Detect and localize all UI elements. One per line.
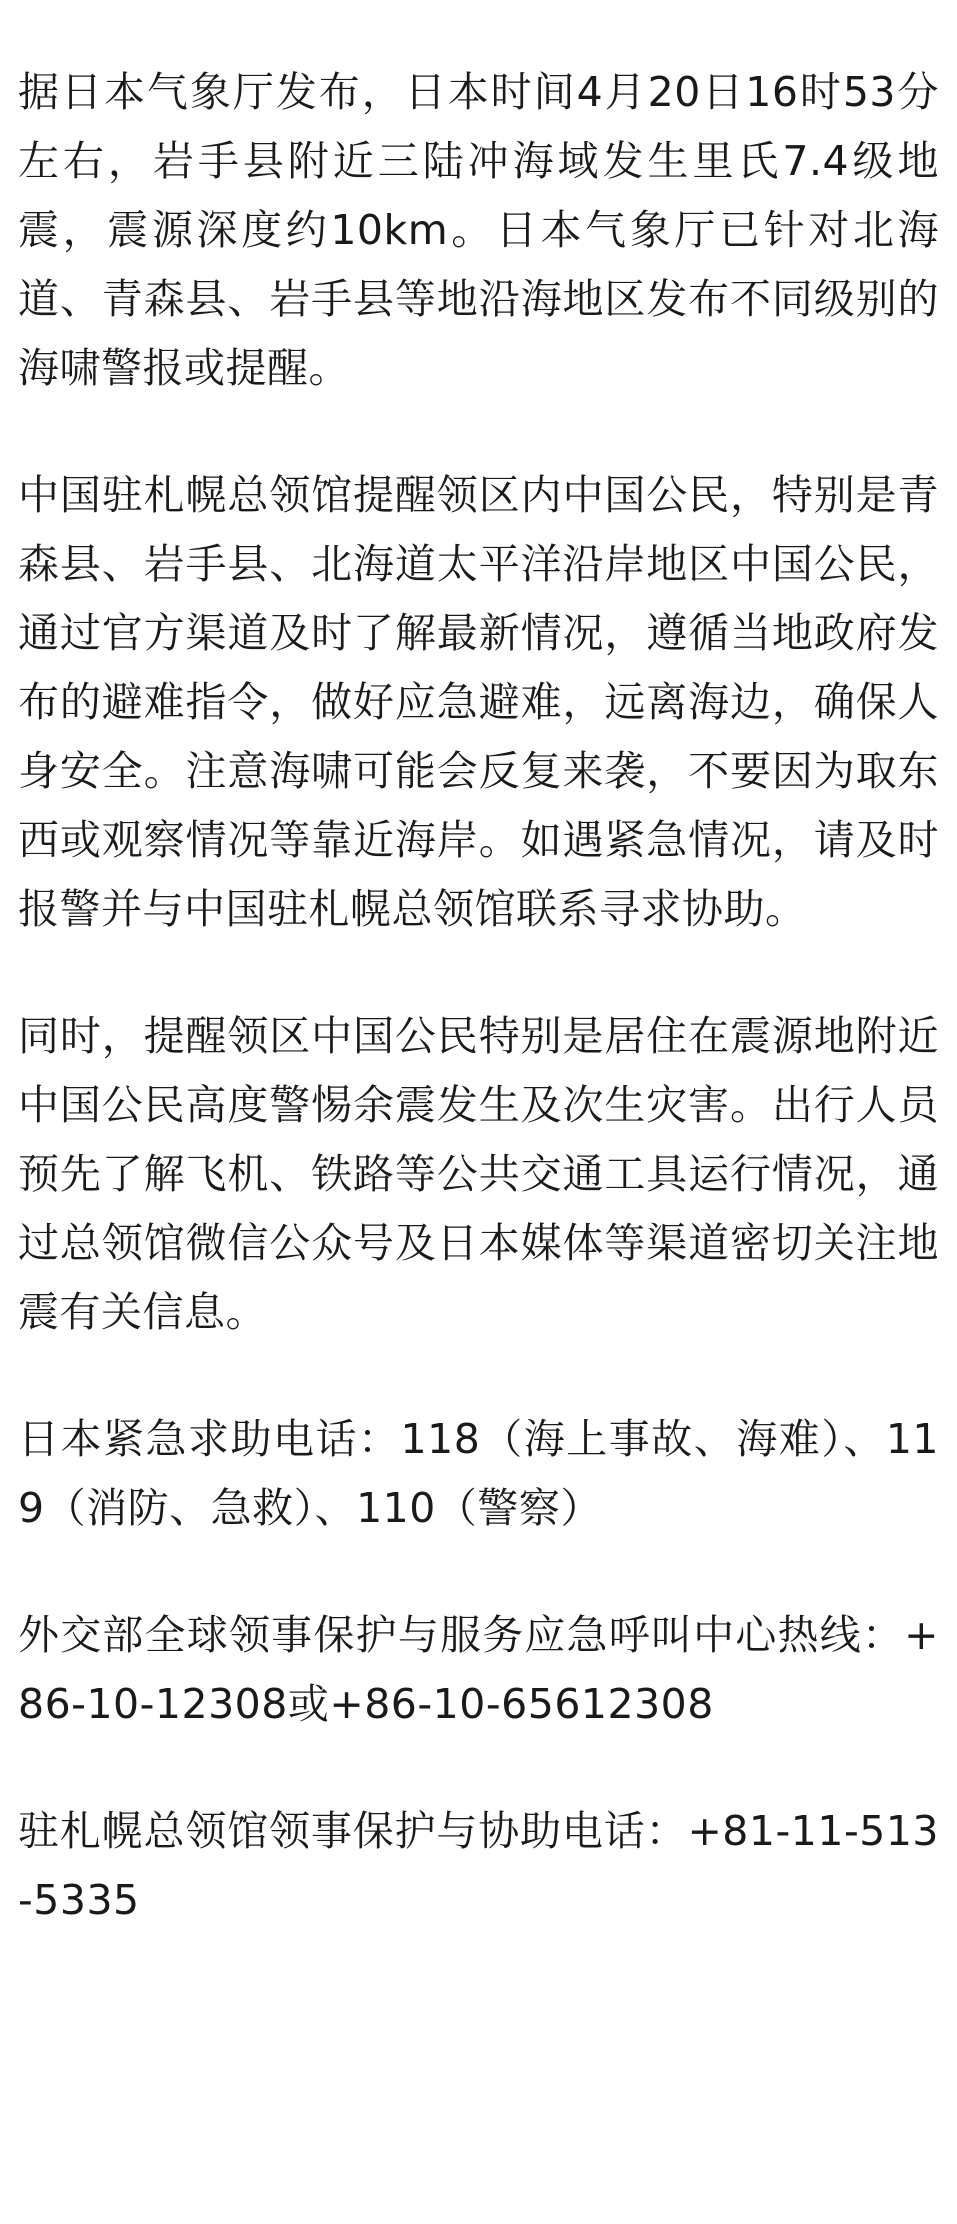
paragraph-earthquake-report: 据日本气象厅发布，日本时间4月20日16时53分左右，岩手县附近三陆冲海域发生里氏7.4级地震，震源深度约10km。日本气象厅已针对北海道、青森县、岩手县等地沿海地区发布不同级别的海啸警报或提醒。 <box>18 68 939 392</box>
paragraph-japan-emergency-numbers: 日本紧急求助电话：118（海上事故、海难）、119（消防、急救）、110（警察） <box>18 1415 939 1532</box>
paragraph-consulate-reminder: 中国驻札幌总领馆提醒领区内中国公民，特别是青森县、岩手县、北海道太平洋沿岸地区中国公民，通过官方渠道及时了解最新情况，遵循当地政府发布的避难指令，做好应急避难，远离海边，确保人身安全。注意海啸可能会反复来袭，不要因为取东西或观察情况等靠近海岸。如遇紧急情况，请及时报警并与中国驻札幌总领馆联系寻求协助。 <box>18 471 939 933</box>
paragraph-aftershock-warning: 同时，提醒领区中国公民特别是居住在震源地附近中国公民高度警惕余震发生及次生灾害。出行人员预先了解飞机、铁路等公共交通工具运行情况，通过总领馆微信公众号及日本媒体等渠道密切关注地震有关信息。 <box>18 1012 939 1336</box>
paragraph-consulate-phone: 驻札幌总领馆领事保护与协助电话：+81-11-513-5335 <box>18 1807 939 1924</box>
paragraph-mfa-hotline: 外交部全球领事保护与服务应急呼叫中心热线：+86-10-12308或+86-10-65612308 <box>18 1611 939 1728</box>
